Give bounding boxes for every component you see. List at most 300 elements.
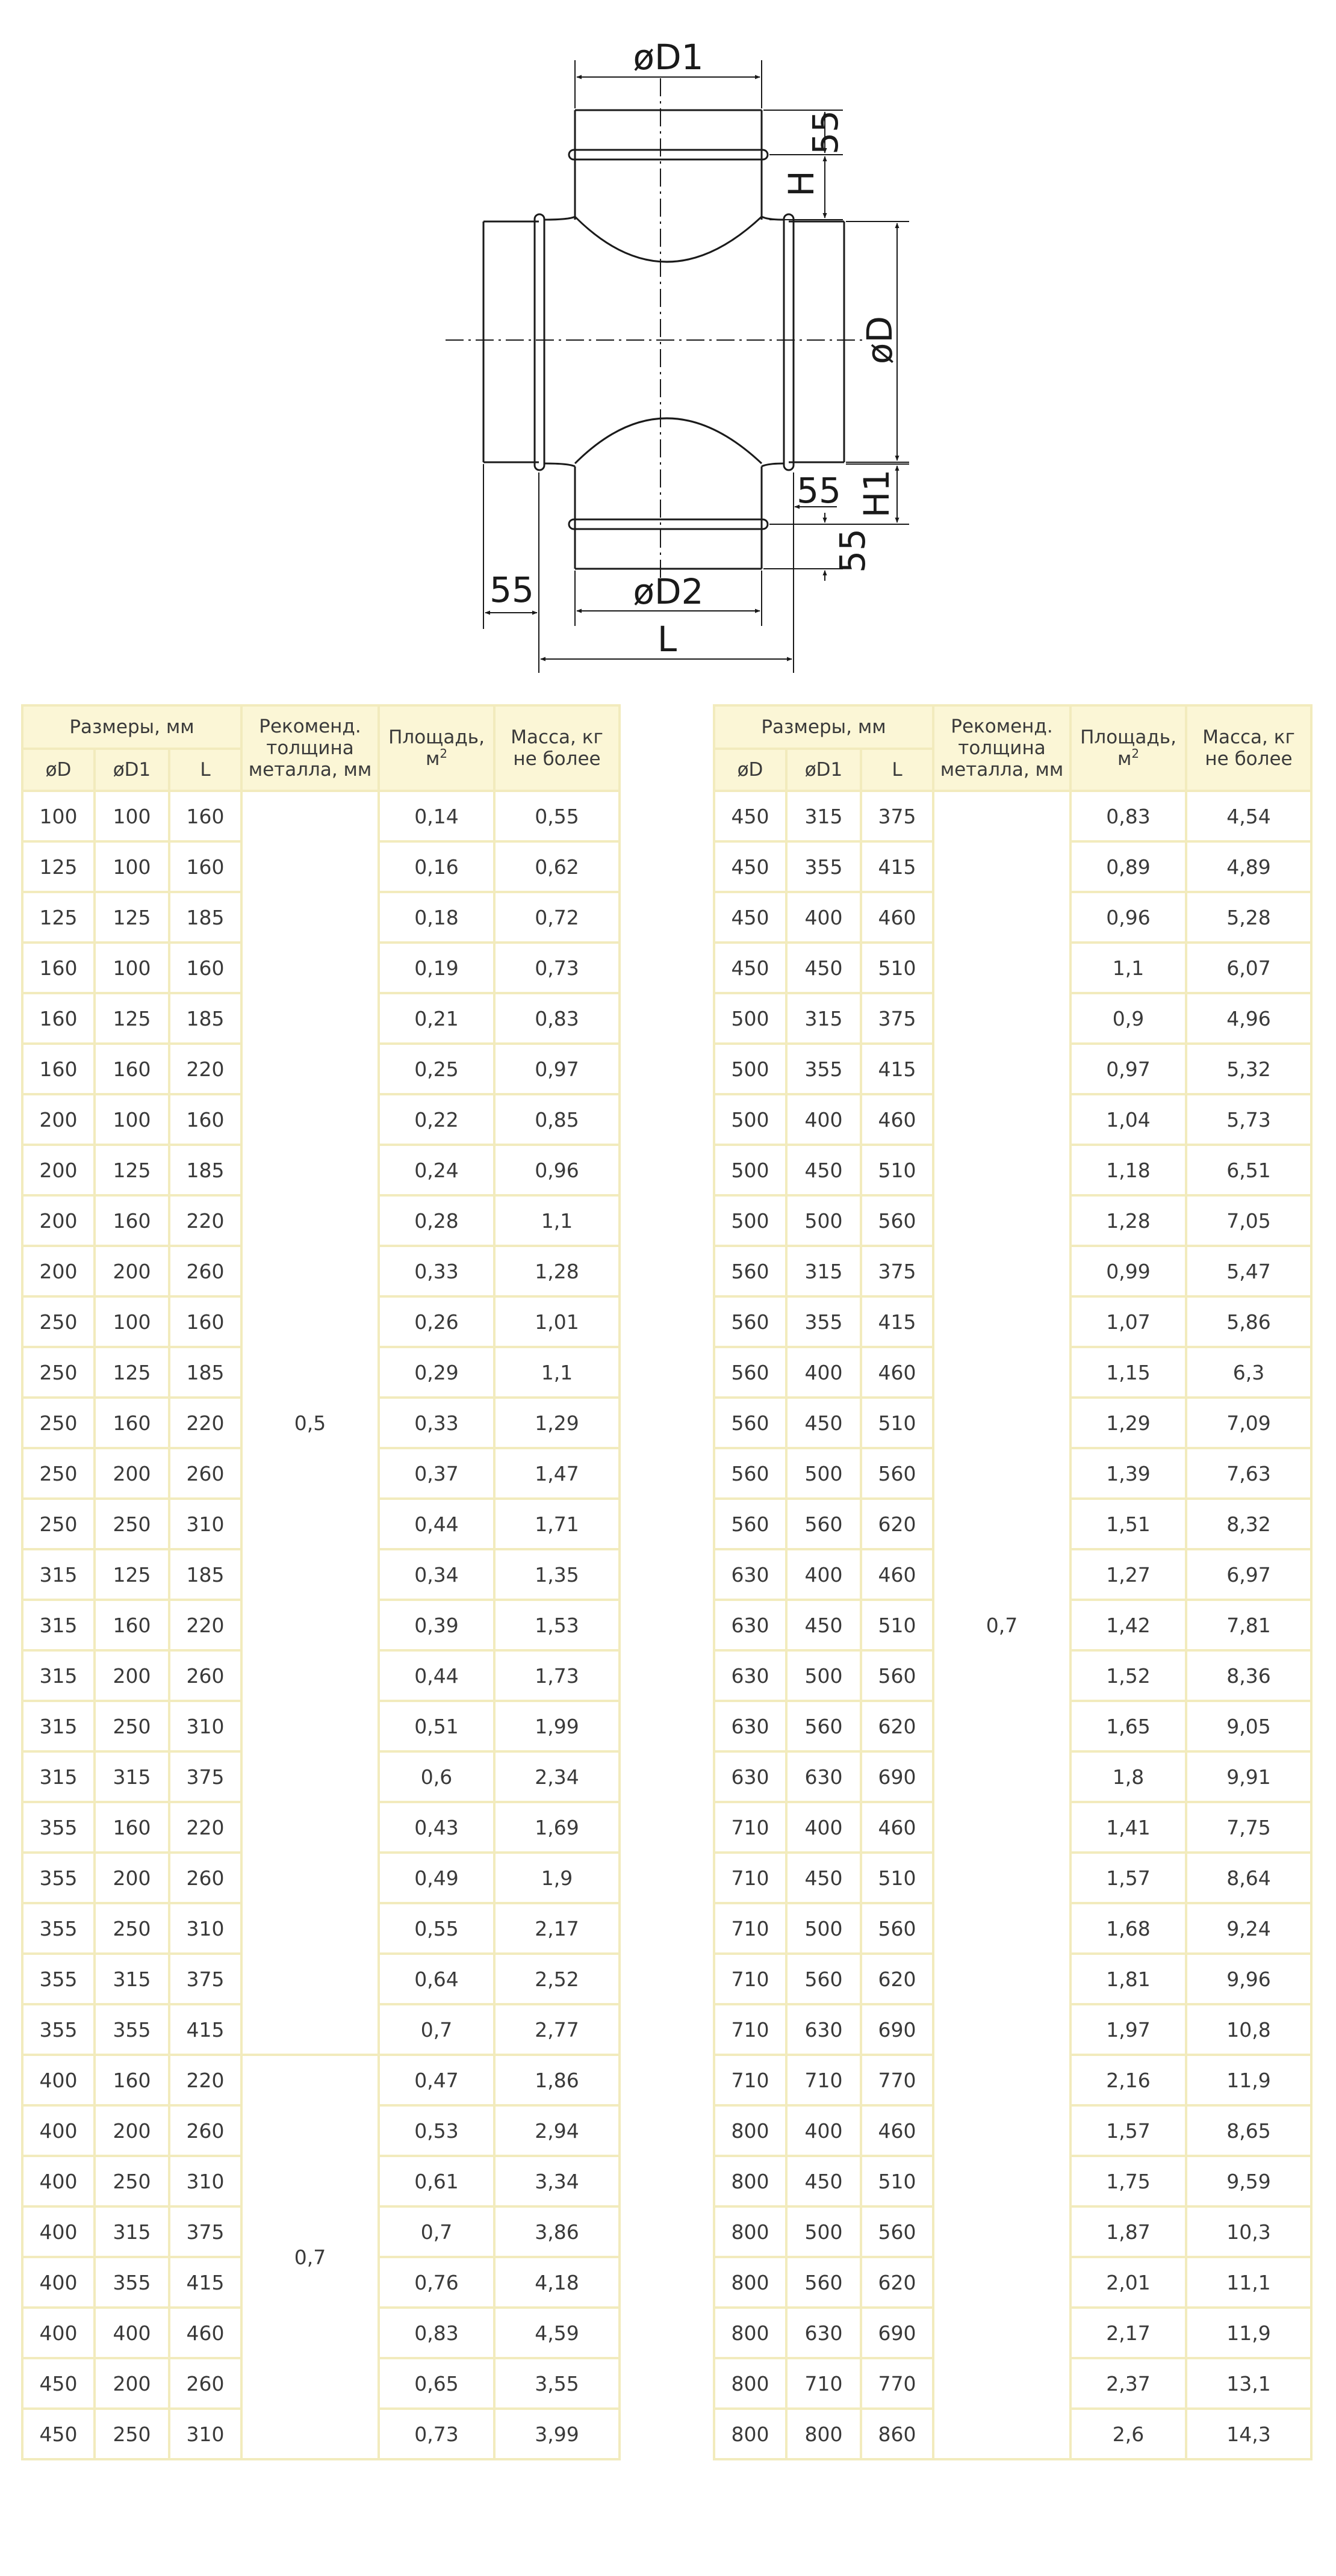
cell-d: 800: [714, 2206, 786, 2257]
cell-l: 375: [169, 2206, 241, 2257]
cell-d1: 160: [95, 1398, 169, 1448]
cell-d: 500: [714, 1145, 786, 1195]
cell-d1: 250: [95, 2409, 169, 2459]
label-55-h1: 55: [797, 470, 841, 511]
cell-l: 310: [169, 1903, 241, 1954]
cell-mass: 5,32: [1186, 1044, 1311, 1094]
cell-d1: 400: [786, 1094, 861, 1145]
cell-d1: 125: [95, 1347, 169, 1398]
cell-d1: 400: [786, 1347, 861, 1398]
cell-l: 375: [169, 1751, 241, 1802]
cell-d1: 400: [786, 2105, 861, 2156]
cell-l: 620: [861, 1499, 933, 1549]
cell-d: 160: [22, 993, 95, 1044]
cell-d: 450: [22, 2409, 95, 2459]
cell-d: 450: [714, 841, 786, 892]
cell-d1: 500: [786, 1903, 861, 1954]
cell-d1: 450: [786, 2156, 861, 2206]
cell-d: 250: [22, 1448, 95, 1499]
cell-mass: 0,62: [494, 841, 620, 892]
cell-d1: 630: [786, 2004, 861, 2055]
cell-d1: 630: [786, 1751, 861, 1802]
cell-area: 0,33: [379, 1398, 494, 1448]
cell-d1: 315: [95, 2206, 169, 2257]
cell-l: 260: [169, 1650, 241, 1701]
cell-mass: 4,96: [1186, 993, 1311, 1044]
cell-l: 375: [169, 1954, 241, 2004]
cell-area: 1,29: [1070, 1398, 1186, 1448]
cell-mass: 3,99: [494, 2409, 620, 2459]
cell-mass: 4,59: [494, 2308, 620, 2358]
cell-area: 0,18: [379, 892, 494, 943]
cell-mass: 9,24: [1186, 1903, 1311, 1954]
cell-thickness: 0,7: [933, 791, 1070, 2459]
cross-fitting-drawing: [0, 0, 1336, 686]
cell-area: 1,97: [1070, 2004, 1186, 2055]
cell-l: 620: [861, 1701, 933, 1751]
cell-d1: 250: [95, 1701, 169, 1751]
cell-mass: 4,54: [1186, 791, 1311, 841]
cell-l: 560: [861, 1448, 933, 1499]
cell-mass: 2,34: [494, 1751, 620, 1802]
cell-d1: 100: [95, 791, 169, 841]
cell-area: 0,76: [379, 2257, 494, 2308]
cell-d1: 710: [786, 2358, 861, 2409]
cell-mass: 1,28: [494, 1246, 620, 1296]
cell-mass: 6,51: [1186, 1145, 1311, 1195]
cell-l: 560: [861, 2206, 933, 2257]
cell-d: 450: [714, 892, 786, 943]
cell-mass: 7,81: [1186, 1600, 1311, 1650]
cell-mass: 8,64: [1186, 1853, 1311, 1903]
cell-area: 0,28: [379, 1195, 494, 1246]
cell-l: 415: [861, 1296, 933, 1347]
cell-mass: 10,3: [1186, 2206, 1311, 2257]
cell-l: 160: [169, 1094, 241, 1145]
cell-mass: 0,73: [494, 943, 620, 993]
cell-mass: 0,96: [494, 1145, 620, 1195]
cell-mass: 5,73: [1186, 1094, 1311, 1145]
cell-l: 620: [861, 1954, 933, 2004]
cell-d: 355: [22, 2004, 95, 2055]
cell-d1: 125: [95, 1145, 169, 1195]
cell-d1: 250: [95, 1499, 169, 1549]
cell-d1: 100: [95, 1094, 169, 1145]
cell-d1: 400: [786, 892, 861, 943]
cell-mass: 3,55: [494, 2358, 620, 2409]
cell-area: 0,73: [379, 2409, 494, 2459]
cell-mass: 9,91: [1186, 1751, 1311, 1802]
cell-area: 0,21: [379, 993, 494, 1044]
cell-area: 2,01: [1070, 2257, 1186, 2308]
header-thickness: Рекоменд. толщина металла, мм: [241, 705, 379, 791]
cell-mass: 1,53: [494, 1600, 620, 1650]
cell-d1: 200: [95, 1853, 169, 1903]
cell-d1: 400: [786, 1549, 861, 1600]
cell-d: 710: [714, 2055, 786, 2105]
cell-area: 1,75: [1070, 2156, 1186, 2206]
cell-mass: 1,73: [494, 1650, 620, 1701]
cell-l: 460: [169, 2308, 241, 2358]
cell-mass: 8,65: [1186, 2105, 1311, 2156]
cell-area: 1,27: [1070, 1549, 1186, 1600]
cell-l: 690: [861, 2004, 933, 2055]
cell-mass: 5,86: [1186, 1296, 1311, 1347]
cell-d1: 450: [786, 1145, 861, 1195]
cell-mass: 1,1: [494, 1195, 620, 1246]
cell-area: 2,6: [1070, 2409, 1186, 2459]
cell-d1: 315: [95, 1751, 169, 1802]
cell-d1: 630: [786, 2308, 861, 2358]
cell-mass: 10,8: [1186, 2004, 1311, 2055]
cell-mass: 2,52: [494, 1954, 620, 2004]
cell-d: 400: [22, 2055, 95, 2105]
cell-l: 770: [861, 2055, 933, 2105]
cell-mass: 8,36: [1186, 1650, 1311, 1701]
header-sizes: Размеры, мм: [714, 705, 933, 749]
cell-l: 510: [861, 1398, 933, 1448]
cell-d1: 200: [95, 2105, 169, 2156]
label-55-left: 55: [489, 569, 534, 610]
cell-d1: 400: [786, 1802, 861, 1853]
cell-d: 200: [22, 1145, 95, 1195]
cell-d1: 450: [786, 1853, 861, 1903]
cell-l: 260: [169, 2358, 241, 2409]
cell-l: 510: [861, 2156, 933, 2206]
cell-d: 400: [22, 2156, 95, 2206]
cell-mass: 6,97: [1186, 1549, 1311, 1600]
cell-l: 375: [861, 791, 933, 841]
cell-area: 0,83: [1070, 791, 1186, 841]
cell-l: 185: [169, 993, 241, 1044]
cell-d: 160: [22, 1044, 95, 1094]
cell-d: 250: [22, 1398, 95, 1448]
main-body: [483, 214, 844, 470]
cell-d1: 200: [95, 1448, 169, 1499]
cell-area: 2,37: [1070, 2358, 1186, 2409]
header-area: Площадь, $м^2$: [1070, 705, 1186, 791]
cell-d: 355: [22, 1954, 95, 2004]
cell-d1: 710: [786, 2055, 861, 2105]
cell-d: 355: [22, 1853, 95, 1903]
cell-d: 710: [714, 1802, 786, 1853]
cell-area: 0,19: [379, 943, 494, 993]
top-branch: [569, 110, 768, 220]
cell-area: 2,16: [1070, 2055, 1186, 2105]
cell-l: 510: [861, 1853, 933, 1903]
cell-l: 310: [169, 1499, 241, 1549]
cell-mass: 7,05: [1186, 1195, 1311, 1246]
cell-area: 1,04: [1070, 1094, 1186, 1145]
cell-d: 500: [714, 1195, 786, 1246]
cell-area: 0,51: [379, 1701, 494, 1751]
label-h1: H1: [856, 469, 898, 518]
cell-l: 185: [169, 892, 241, 943]
cell-d1: 560: [786, 1701, 861, 1751]
cell-l: 860: [861, 2409, 933, 2459]
cell-area: 1,52: [1070, 1650, 1186, 1701]
cell-d1: 355: [95, 2257, 169, 2308]
cell-area: 0,99: [1070, 1246, 1186, 1296]
cell-d: 200: [22, 1094, 95, 1145]
cell-d: 250: [22, 1296, 95, 1347]
cell-l: 160: [169, 1296, 241, 1347]
header-d: øD: [22, 749, 95, 791]
cell-d: 400: [22, 2105, 95, 2156]
cell-area: 1,57: [1070, 2105, 1186, 2156]
cell-mass: 13,1: [1186, 2358, 1311, 2409]
header-area: Площадь, $м^2$: [379, 705, 494, 791]
cell-area: 0,89: [1070, 841, 1186, 892]
cell-area: 1,07: [1070, 1296, 1186, 1347]
cell-l: 460: [861, 1802, 933, 1853]
cell-d1: 160: [95, 1600, 169, 1650]
cell-d: 400: [22, 2206, 95, 2257]
cell-mass: 9,59: [1186, 2156, 1311, 2206]
cell-mass: 1,29: [494, 1398, 620, 1448]
cell-l: 560: [861, 1650, 933, 1701]
cell-d: 160: [22, 943, 95, 993]
cell-mass: 1,71: [494, 1499, 620, 1549]
cell-area: 0,14: [379, 791, 494, 841]
header-mass: Масса, кг не более: [1186, 705, 1311, 791]
cell-d: 560: [714, 1499, 786, 1549]
cell-d: 800: [714, 2105, 786, 2156]
cell-mass: 11,9: [1186, 2308, 1311, 2358]
cell-mass: 1,69: [494, 1802, 620, 1853]
cell-area: 1,1: [1070, 943, 1186, 993]
cell-l: 260: [169, 1853, 241, 1903]
cell-mass: 2,94: [494, 2105, 620, 2156]
cell-mass: 9,96: [1186, 1954, 1311, 2004]
cell-mass: 2,17: [494, 1903, 620, 1954]
cell-d: 710: [714, 2004, 786, 2055]
cell-d: 125: [22, 892, 95, 943]
cell-d: 500: [714, 1094, 786, 1145]
cell-d1: 100: [95, 1296, 169, 1347]
cell-d1: 560: [786, 1954, 861, 2004]
cell-d: 560: [714, 1246, 786, 1296]
cell-l: 160: [169, 841, 241, 892]
cell-area: 1,18: [1070, 1145, 1186, 1195]
cell-l: 460: [861, 1347, 933, 1398]
cell-l: 460: [861, 1549, 933, 1600]
cell-mass: 2,77: [494, 2004, 620, 2055]
label-55-top: 55: [805, 110, 847, 155]
cell-area: 0,53: [379, 2105, 494, 2156]
table-row: [22, 2055, 620, 2105]
cell-mass: 1,47: [494, 1448, 620, 1499]
cell-l: 375: [861, 1246, 933, 1296]
cell-d: 400: [22, 2308, 95, 2358]
label-h: H: [781, 170, 822, 197]
label-l: L: [657, 619, 677, 660]
cell-d1: 450: [786, 1398, 861, 1448]
cell-mass: 0,85: [494, 1094, 620, 1145]
cell-d: 800: [714, 2156, 786, 2206]
cell-d1: 500: [786, 1448, 861, 1499]
cell-l: 690: [861, 1751, 933, 1802]
cell-mass: 1,01: [494, 1296, 620, 1347]
cell-d1: 100: [95, 841, 169, 892]
label-d2: øD2: [633, 571, 704, 612]
cell-d: 630: [714, 1701, 786, 1751]
cell-mass: 1,86: [494, 2055, 620, 2105]
cell-d1: 315: [786, 791, 861, 841]
cell-area: 0,96: [1070, 892, 1186, 943]
cell-mass: 8,32: [1186, 1499, 1311, 1549]
cell-area: 0,37: [379, 1448, 494, 1499]
cell-l: 415: [861, 1044, 933, 1094]
cell-d1: 355: [786, 1296, 861, 1347]
cell-l: 220: [169, 1195, 241, 1246]
cell-mass: 9,05: [1186, 1701, 1311, 1751]
cell-area: 0,22: [379, 1094, 494, 1145]
cell-d: 100: [22, 791, 95, 841]
cell-l: 510: [861, 1145, 933, 1195]
cell-l: 260: [169, 1246, 241, 1296]
cell-mass: 5,47: [1186, 1246, 1311, 1296]
cell-d: 315: [22, 1600, 95, 1650]
cell-d1: 200: [95, 1650, 169, 1701]
cell-d: 630: [714, 1600, 786, 1650]
cell-d: 710: [714, 1903, 786, 1954]
cell-d1: 125: [95, 892, 169, 943]
cell-l: 560: [861, 1903, 933, 1954]
cell-l: 510: [861, 943, 933, 993]
label-55-bottom: 55: [832, 528, 874, 573]
cell-area: 0,44: [379, 1650, 494, 1701]
cell-area: 0,25: [379, 1044, 494, 1094]
cell-mass: 7,63: [1186, 1448, 1311, 1499]
cell-d: 355: [22, 1903, 95, 1954]
cell-l: 770: [861, 2358, 933, 2409]
cell-mass: 6,3: [1186, 1347, 1311, 1398]
cell-l: 220: [169, 1398, 241, 1448]
cell-d1: 400: [95, 2308, 169, 2358]
cell-d: 500: [714, 993, 786, 1044]
header-d1: øD1: [786, 749, 861, 791]
cell-mass: 14,3: [1186, 2409, 1311, 2459]
header-d1: øD1: [95, 749, 169, 791]
cell-d1: 160: [95, 2055, 169, 2105]
cell-area: 2,17: [1070, 2308, 1186, 2358]
cell-area: 0,61: [379, 2156, 494, 2206]
cell-d1: 315: [786, 1246, 861, 1296]
cell-l: 460: [861, 892, 933, 943]
cell-l: 160: [169, 943, 241, 993]
cell-l: 220: [169, 1802, 241, 1853]
cell-d1: 315: [95, 1954, 169, 2004]
cell-mass: 3,34: [494, 2156, 620, 2206]
cell-area: 0,29: [379, 1347, 494, 1398]
cell-d1: 160: [95, 1802, 169, 1853]
cell-d: 200: [22, 1246, 95, 1296]
cell-mass: 0,97: [494, 1044, 620, 1094]
cell-d1: 560: [786, 1499, 861, 1549]
cell-d1: 355: [786, 841, 861, 892]
cell-area: 1,28: [1070, 1195, 1186, 1246]
cell-area: 1,8: [1070, 1751, 1186, 1802]
cell-d1: 500: [786, 2206, 861, 2257]
cell-d: 450: [22, 2358, 95, 2409]
cell-d: 710: [714, 1853, 786, 1903]
cell-l: 185: [169, 1347, 241, 1398]
cell-d: 200: [22, 1195, 95, 1246]
cell-area: 0,43: [379, 1802, 494, 1853]
cell-d: 560: [714, 1296, 786, 1347]
cell-d1: 100: [95, 943, 169, 993]
cell-area: 0,55: [379, 1903, 494, 1954]
cell-area: 1,51: [1070, 1499, 1186, 1549]
cell-d: 450: [714, 943, 786, 993]
cell-area: 1,41: [1070, 1802, 1186, 1853]
cell-d1: 355: [786, 1044, 861, 1094]
cell-area: 0,39: [379, 1600, 494, 1650]
cell-l: 560: [861, 1195, 933, 1246]
table-row: [22, 791, 620, 841]
cell-d: 800: [714, 2257, 786, 2308]
header-l: L: [169, 749, 241, 791]
cell-l: 185: [169, 1145, 241, 1195]
cell-mass: 4,89: [1186, 841, 1311, 892]
cell-l: 620: [861, 2257, 933, 2308]
cell-l: 415: [169, 2004, 241, 2055]
cell-mass: 1,9: [494, 1853, 620, 1903]
cell-area: 0,33: [379, 1246, 494, 1296]
cell-l: 220: [169, 1600, 241, 1650]
cell-d: 355: [22, 1802, 95, 1853]
cell-l: 185: [169, 1549, 241, 1600]
cell-d1: 450: [786, 943, 861, 993]
cell-mass: 1,99: [494, 1701, 620, 1751]
cell-mass: 4,18: [494, 2257, 620, 2308]
cell-mass: 1,35: [494, 1549, 620, 1600]
cell-d: 630: [714, 1650, 786, 1701]
cell-mass: 7,75: [1186, 1802, 1311, 1853]
cell-mass: 3,86: [494, 2206, 620, 2257]
cell-l: 220: [169, 2055, 241, 2105]
cell-d: 125: [22, 841, 95, 892]
cell-area: 0,49: [379, 1853, 494, 1903]
cell-mass: 11,1: [1186, 2257, 1311, 2308]
cell-mass: 0,83: [494, 993, 620, 1044]
cell-d1: 200: [95, 1246, 169, 1296]
cell-l: 415: [861, 841, 933, 892]
cell-mass: 0,55: [494, 791, 620, 841]
cell-d1: 125: [95, 1549, 169, 1600]
header-sizes: Размеры, мм: [22, 705, 241, 749]
cell-area: 0,44: [379, 1499, 494, 1549]
cell-d1: 500: [786, 1650, 861, 1701]
cell-area: 0,64: [379, 1954, 494, 2004]
label-d: øD: [859, 315, 901, 365]
cell-l: 460: [861, 1094, 933, 1145]
cell-area: 0,97: [1070, 1044, 1186, 1094]
cell-l: 460: [861, 2105, 933, 2156]
cell-l: 220: [169, 1044, 241, 1094]
cell-area: 0,65: [379, 2358, 494, 2409]
dimensions-table-left: [21, 704, 621, 2460]
cell-area: 1,39: [1070, 1448, 1186, 1499]
cell-area: 0,24: [379, 1145, 494, 1195]
cell-d1: 200: [95, 2358, 169, 2409]
cell-area: 1,15: [1070, 1347, 1186, 1398]
cell-d1: 160: [95, 1044, 169, 1094]
cell-d1: 355: [95, 2004, 169, 2055]
label-d1: øD1: [633, 37, 704, 78]
cell-thickness: 0,7: [241, 2055, 379, 2459]
